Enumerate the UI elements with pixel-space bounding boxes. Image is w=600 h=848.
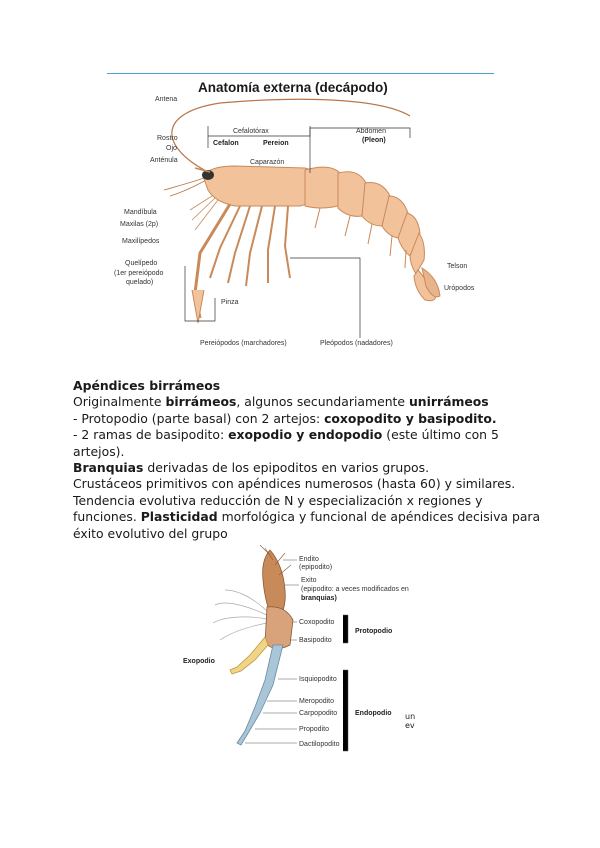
label-endito: Endito	[299, 556, 319, 563]
coxopodite-shape	[265, 607, 293, 649]
decapod-anatomy-figure	[100, 78, 520, 360]
paragraph-6: Tendencia evolutiva reducción de N y especialización x regiones y funciones. Plasticidad morfológica y funcional de apéndices decisiva para éxito evolutivo del grupo	[73, 492, 541, 541]
label-quelipedo: Quelípedo	[125, 260, 158, 267]
label-antenula: Anténula	[150, 157, 178, 164]
label-exopodio: Exopodio	[183, 658, 215, 665]
paragraph-5: Crustáceos primitivos con apéndices numerosos (hasta 60) y similares.	[73, 476, 516, 492]
label-exito-sub1: (epipodito: a veces modificados en	[301, 586, 409, 593]
label-telson: Telson	[447, 263, 468, 270]
label-meropodito: Meropodito	[299, 698, 335, 705]
exopodite-shape	[230, 637, 268, 674]
label-pleopodos: Pleópodos (nadadores)	[320, 340, 393, 347]
label-abdomen: Abdomen	[356, 128, 386, 135]
label-protopodio: Protopodio	[355, 628, 393, 635]
label-exito-sub2: branquias)	[301, 595, 337, 602]
paragraph-1: Originalmente birrámeos, algunos secundariamente unirrámeos	[73, 394, 489, 410]
label-rostro: Rostro	[157, 135, 178, 142]
label-pinza: Pinza	[221, 299, 239, 306]
top-divider-line	[107, 73, 494, 74]
label-antena: Antena	[155, 96, 178, 103]
label-basipodito: Basipodito	[299, 637, 332, 644]
label-pereiopodos: Pereiópodos (marchadores)	[200, 340, 287, 347]
label-caparazon: Caparazón	[250, 159, 285, 166]
antennule-shape	[164, 176, 210, 190]
exito-branchiae	[213, 590, 267, 640]
biramous-appendage-figure	[175, 545, 425, 760]
label-maxilas: Maxilas (2p)	[120, 221, 159, 228]
endopodite-shape	[237, 645, 283, 745]
label-cefalotorax: Cefalotórax	[233, 128, 269, 135]
body-text	[73, 378, 543, 542]
label-dactilopodito: Dactilopodito	[299, 741, 340, 748]
paragraph-3: - 2 ramas de basipodito: exopodio y endopodio (este último con 5 artejos).	[73, 427, 499, 459]
mouthparts	[190, 196, 218, 230]
pincer-shape	[192, 290, 204, 323]
label-endopodio: Endopodio	[355, 710, 392, 717]
label-coxopodito: Coxopodito	[299, 619, 335, 626]
carapace-shape	[203, 166, 315, 206]
label-maxilipedos: Maxilípedos	[122, 238, 160, 245]
label-isquiopodito: Isquiopodito	[299, 676, 337, 683]
paragraph-4: Branquias derivadas de los epipoditos en varios grupos.	[73, 460, 430, 476]
label-quelipedo-sub2: quelado)	[126, 279, 154, 286]
label-carpopodito: Carpopodito	[299, 710, 338, 717]
side-text-fragment: un ev	[405, 712, 416, 730]
label-exito: Exito	[301, 577, 317, 584]
label-pereion: Pereion	[263, 140, 289, 147]
label-endito-sub: (epipodito)	[299, 564, 333, 571]
label-uropodos: Urópodos	[444, 285, 475, 292]
label-cefalon: Cefalon	[213, 140, 239, 147]
label-ojo: Ojo	[166, 145, 177, 152]
label-mandibula: Mandíbula	[124, 209, 157, 216]
label-pleon: (Pleon)	[362, 137, 386, 144]
paragraph-2: - Protopodio (parte basal) con 2 artejos: coxopodito y basipodito.	[73, 410, 497, 426]
figure-title: Anatomía externa (decápodo)	[198, 80, 388, 95]
label-propodito: Propodito	[299, 726, 329, 733]
section-heading: Apéndices birrámeos	[73, 378, 221, 393]
label-quelipedo-sub1: (1er pereiópodo	[114, 270, 164, 277]
